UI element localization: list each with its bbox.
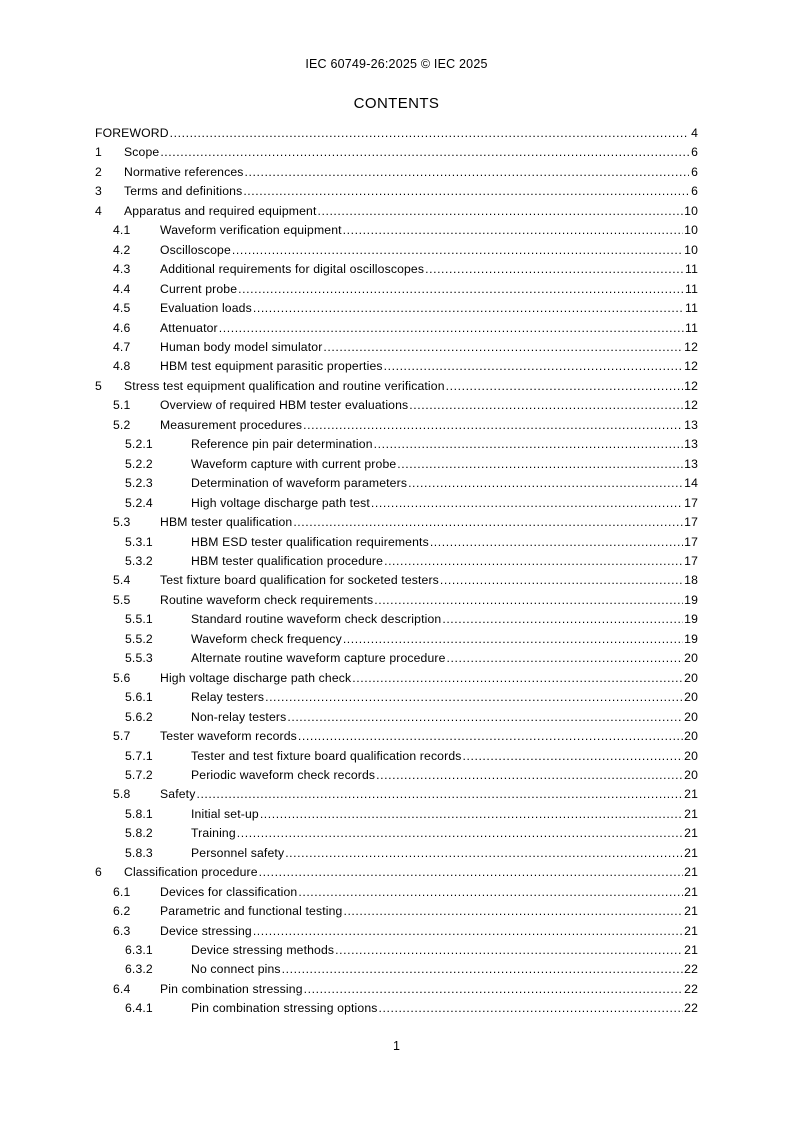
toc-entry-title: Pin combination stressing options [191, 1001, 378, 1016]
dot-leader [238, 282, 684, 296]
toc-entry-page: 17 [684, 553, 698, 568]
dot-leader [446, 379, 684, 393]
toc-entry-page: 12 [684, 359, 698, 374]
toc-entry-number: 5.6 [113, 670, 131, 685]
dot-leader [232, 243, 683, 257]
toc-entry-title: Measurement procedures [160, 417, 303, 432]
toc-entry-title: No connect pins [191, 962, 281, 977]
dot-leader [245, 165, 689, 179]
toc-entry-number: 4.1 [113, 223, 131, 238]
toc-entry-number: 4 [95, 203, 102, 218]
toc-entry-title: Attenuator [160, 320, 218, 335]
toc-entry-title: Periodic waveform check records [191, 767, 376, 782]
toc-entry-title: Oscilloscope [160, 242, 231, 257]
toc-entry-page: 20 [684, 748, 698, 763]
toc-entry-number: 5.2.2 [125, 456, 153, 471]
toc-entry-page: 17 [684, 515, 698, 530]
toc-entry-page: 20 [684, 690, 698, 705]
toc-entry[interactable] [95, 632, 698, 651]
toc-entry-title: Scope [124, 145, 160, 160]
dot-leader [243, 184, 689, 198]
toc-entry-number: 6.3.1 [125, 943, 153, 958]
toc-entry-title: High voltage discharge path test [191, 495, 370, 510]
dot-leader [343, 632, 683, 646]
table-of-contents [95, 126, 698, 1021]
toc-entry[interactable] [95, 321, 698, 340]
toc-entry[interactable] [95, 379, 698, 398]
toc-entry-page: 22 [684, 1001, 698, 1016]
toc-entry[interactable] [95, 126, 698, 145]
toc-entry-title: Initial set-up [191, 806, 259, 821]
dot-leader [259, 865, 683, 879]
dot-leader [304, 982, 684, 996]
dot-leader [384, 554, 683, 568]
toc-entry-page: 11 [685, 262, 698, 277]
toc-entry-title: Tester and test fixture board qualification records [191, 748, 462, 763]
toc-entry-title: Tester waveform records [160, 729, 297, 744]
dot-leader [253, 301, 684, 315]
toc-entry[interactable] [95, 651, 698, 670]
dot-leader [374, 593, 683, 607]
toc-entry-page: 22 [684, 962, 698, 977]
dot-leader [282, 962, 683, 976]
toc-entry-title: Test fixture board qualification for socketed testers [160, 573, 439, 588]
toc-entry-page: 14 [684, 476, 698, 491]
toc-entry[interactable] [95, 262, 698, 281]
toc-entry[interactable] [95, 846, 698, 865]
dot-leader [219, 321, 684, 335]
toc-entry[interactable] [95, 476, 698, 495]
toc-entry-page: 19 [684, 592, 698, 607]
toc-entry-title: Waveform verification equipment [160, 223, 342, 238]
toc-entry-page: 12 [684, 339, 698, 354]
toc-entry-title: Relay testers [191, 690, 265, 705]
toc-entry-number: 6.2 [113, 904, 131, 919]
toc-entry-title: Pin combination stressing [160, 981, 303, 996]
toc-entry[interactable] [95, 165, 698, 184]
toc-entry-title: Determination of waveform parameters [191, 476, 408, 491]
toc-entry-page: 20 [684, 709, 698, 724]
toc-entry-number: 4.6 [113, 320, 131, 335]
toc-entry-page: 11 [685, 320, 698, 335]
dot-leader [287, 710, 683, 724]
toc-entry-page: 4 [691, 126, 698, 140]
running-header: IEC 60749-26:2025 © IEC 2025 [305, 57, 488, 71]
toc-entry-number: 5.2.3 [125, 476, 153, 491]
dot-leader [352, 671, 683, 685]
toc-entry-number: 5.2 [113, 417, 131, 432]
toc-entry-title: Standard routine waveform check description [191, 612, 442, 627]
toc-entry-page: 21 [684, 943, 698, 958]
toc-entry-title: Terms and definitions [124, 184, 243, 199]
toc-entry-title: FOREWORD [95, 126, 169, 140]
toc-entry-number: 5.8.2 [125, 826, 153, 841]
toc-entry-page: 22 [684, 981, 698, 996]
toc-entry-page: 21 [684, 884, 698, 899]
toc-entry[interactable] [95, 145, 698, 164]
toc-entry-page: 10 [684, 223, 698, 238]
toc-entry-title: Devices for classification [160, 884, 298, 899]
toc-entry-page: 6 [691, 145, 698, 160]
toc-entry[interactable] [95, 282, 698, 301]
toc-entry-page: 13 [684, 456, 698, 471]
toc-entry-number: 6.4 [113, 981, 131, 996]
toc-entry-page: 21 [684, 806, 698, 821]
toc-entry-number: 3 [95, 184, 102, 199]
toc-entry-title: Non-relay testers [191, 709, 287, 724]
dot-leader [237, 826, 683, 840]
toc-entry-title: Device stressing methods [191, 943, 335, 958]
toc-entry-page: 21 [684, 787, 698, 802]
toc-entry[interactable] [95, 690, 698, 709]
toc-entry-title: Evaluation loads [160, 301, 252, 316]
toc-entry-number: 6.1 [113, 884, 131, 899]
dot-leader [343, 223, 683, 237]
toc-entry[interactable] [95, 885, 698, 904]
toc-entry-page: 6 [691, 184, 698, 199]
toc-entry[interactable] [95, 1001, 698, 1020]
toc-entry-page: 19 [684, 631, 698, 646]
toc-entry-title: Personnel safety [191, 845, 285, 860]
dot-leader [440, 573, 683, 587]
dot-leader [397, 457, 683, 471]
toc-entry[interactable] [95, 768, 698, 787]
toc-entry[interactable] [95, 865, 698, 884]
toc-entry-number: 4.8 [113, 359, 131, 374]
toc-entry-number: 4.3 [113, 262, 131, 277]
toc-entry[interactable] [95, 787, 698, 806]
toc-entry-title: Stress test equipment qualification and routine verification [124, 378, 445, 393]
toc-entry[interactable] [95, 573, 698, 592]
dot-leader [384, 359, 684, 373]
toc-entry-title: Waveform check frequency [191, 631, 342, 646]
dot-leader [196, 787, 683, 801]
toc-entry-page: 20 [684, 729, 698, 744]
toc-entry-title: Apparatus and required equipment [124, 203, 317, 218]
toc-entry-number: 5.3.2 [125, 553, 153, 568]
dot-leader [447, 651, 684, 665]
toc-entry[interactable] [95, 359, 698, 378]
toc-entry-number: 6 [95, 865, 102, 880]
dot-leader [371, 496, 683, 510]
dot-leader [285, 846, 683, 860]
toc-entry[interactable] [95, 515, 698, 534]
toc-entry-title: Overview of required HBM tester evaluations [160, 398, 409, 413]
dot-leader [260, 807, 683, 821]
dot-leader [374, 437, 684, 451]
toc-entry-number: 5.8 [113, 787, 131, 802]
dot-leader [323, 340, 683, 354]
toc-entry-number: 5.7.1 [125, 748, 153, 763]
toc-entry[interactable] [95, 184, 698, 203]
toc-entry-title: Safety [160, 787, 196, 802]
toc-entry-title: Reference pin pair determination [191, 437, 373, 452]
toc-entry-number: 5.5.2 [125, 631, 153, 646]
toc-entry-title: HBM tester qualification procedure [191, 553, 384, 568]
toc-entry[interactable] [95, 554, 698, 573]
dot-leader [303, 418, 683, 432]
toc-entry-number: 5.7 [113, 729, 131, 744]
toc-entry-page: 10 [684, 203, 698, 218]
toc-entry[interactable] [95, 243, 698, 262]
dot-leader [160, 145, 689, 159]
toc-entry[interactable] [95, 418, 698, 437]
dot-leader [253, 924, 683, 938]
page-title: CONTENTS [353, 95, 440, 112]
toc-entry-page: 21 [684, 923, 698, 938]
dot-leader [335, 943, 683, 957]
toc-entry-title: High voltage discharge path check [160, 670, 352, 685]
toc-entry-page: 19 [684, 612, 698, 627]
toc-entry-number: 4.5 [113, 301, 131, 316]
toc-entry-page: 13 [684, 437, 698, 452]
toc-entry-page: 6 [691, 164, 698, 179]
toc-entry[interactable] [95, 612, 698, 631]
dot-leader [170, 126, 689, 140]
toc-entry-title: HBM tester qualification [160, 515, 293, 530]
toc-entry-page: 11 [685, 301, 698, 316]
dot-leader [376, 768, 683, 782]
toc-entry-title: Routine waveform check requirements [160, 592, 374, 607]
toc-entry[interactable] [95, 398, 698, 417]
toc-entry-page: 20 [684, 767, 698, 782]
toc-entry-page: 21 [684, 845, 698, 860]
toc-entry-page: 21 [684, 865, 698, 880]
toc-entry[interactable] [95, 204, 698, 223]
toc-entry-page: 20 [684, 670, 698, 685]
dot-leader [430, 535, 683, 549]
toc-entry[interactable] [95, 826, 698, 845]
toc-entry-page: 17 [684, 495, 698, 510]
toc-entry-title: Classification procedure [124, 865, 258, 880]
toc-entry-number: 5.3 [113, 515, 131, 530]
toc-entry-page: 18 [684, 573, 698, 588]
toc-entry-number: 5.2.1 [125, 437, 153, 452]
toc-entry-title: Device stressing [160, 923, 252, 938]
toc-entry-page: 11 [685, 281, 698, 296]
dot-leader [343, 904, 683, 918]
toc-entry-page: 12 [684, 398, 698, 413]
toc-entry-title: Human body model simulator [160, 339, 323, 354]
toc-entry[interactable] [95, 535, 698, 554]
toc-entry-page: 10 [684, 242, 698, 257]
toc-entry-number: 5.6.1 [125, 690, 153, 705]
toc-entry-number: 5.5.3 [125, 651, 153, 666]
toc-entry[interactable] [95, 982, 698, 1001]
toc-entry[interactable] [95, 496, 698, 515]
toc-entry-number: 5.1 [113, 398, 131, 413]
toc-entry-page: 21 [684, 826, 698, 841]
toc-entry-number: 2 [95, 164, 102, 179]
toc-entry[interactable] [95, 710, 698, 729]
toc-entry-title: Current probe [160, 281, 238, 296]
toc-entry-title: HBM test equipment parasitic properties [160, 359, 383, 374]
toc-entry-title: Waveform capture with current probe [191, 456, 397, 471]
dot-leader [298, 885, 683, 899]
toc-entry-number: 6.3.2 [125, 962, 153, 977]
toc-entry-number: 4.7 [113, 339, 131, 354]
toc-entry-number: 5.7.2 [125, 767, 153, 782]
dot-leader [463, 749, 684, 763]
toc-entry-number: 5.2.4 [125, 495, 153, 510]
toc-entry-title: HBM ESD tester qualification requirements [191, 534, 429, 549]
toc-entry-number: 5.8.3 [125, 845, 153, 860]
toc-entry-number: 1 [95, 145, 102, 160]
toc-entry-title: Additional requirements for digital oscilloscopes [160, 262, 425, 277]
toc-entry-title: Parametric and functional testing [160, 904, 343, 919]
toc-entry-number: 6.3 [113, 923, 131, 938]
dot-leader [293, 515, 683, 529]
toc-entry-title: Training [191, 826, 236, 841]
toc-entry[interactable] [95, 301, 698, 320]
dot-leader [265, 690, 683, 704]
toc-entry-number: 4.2 [113, 242, 131, 257]
dot-leader [298, 729, 683, 743]
toc-entry-number: 5.5 [113, 592, 131, 607]
toc-entry[interactable] [95, 671, 698, 690]
toc-entry-page: 21 [684, 904, 698, 919]
toc-entry[interactable] [95, 904, 698, 923]
toc-entry-number: 5.5.1 [125, 612, 153, 627]
dot-leader [408, 476, 683, 490]
toc-entry[interactable] [95, 223, 698, 242]
toc-entry-number: 5.6.2 [125, 709, 153, 724]
dot-leader [379, 1001, 684, 1015]
toc-entry[interactable] [95, 593, 698, 612]
toc-entry[interactable] [95, 729, 698, 748]
dot-leader [317, 204, 683, 218]
dot-leader [425, 262, 684, 276]
dot-leader [442, 612, 683, 626]
toc-entry[interactable] [95, 807, 698, 826]
toc-entry-page: 13 [684, 417, 698, 432]
page-number: 1 [393, 1039, 400, 1053]
dot-leader [409, 398, 683, 412]
toc-entry[interactable] [95, 437, 698, 456]
toc-entry-page: 20 [684, 651, 698, 666]
toc-entry-number: 4.4 [113, 281, 131, 296]
toc-entry-number: 5.4 [113, 573, 131, 588]
toc-entry-page: 12 [684, 378, 698, 393]
toc-entry[interactable] [95, 962, 698, 981]
toc-entry-page: 17 [684, 534, 698, 549]
toc-entry-number: 5.3.1 [125, 534, 153, 549]
toc-entry-number: 5 [95, 378, 102, 393]
toc-entry-title: Alternate routine waveform capture procedure [191, 651, 446, 666]
toc-entry[interactable] [95, 340, 698, 359]
toc-entry-number: 5.8.1 [125, 806, 153, 821]
toc-entry[interactable] [95, 749, 698, 768]
toc-entry-number: 6.4.1 [125, 1001, 153, 1016]
toc-entry[interactable] [95, 457, 698, 476]
toc-entry-title: Normative references [124, 164, 244, 179]
toc-entry[interactable] [95, 924, 698, 943]
toc-entry[interactable] [95, 943, 698, 962]
